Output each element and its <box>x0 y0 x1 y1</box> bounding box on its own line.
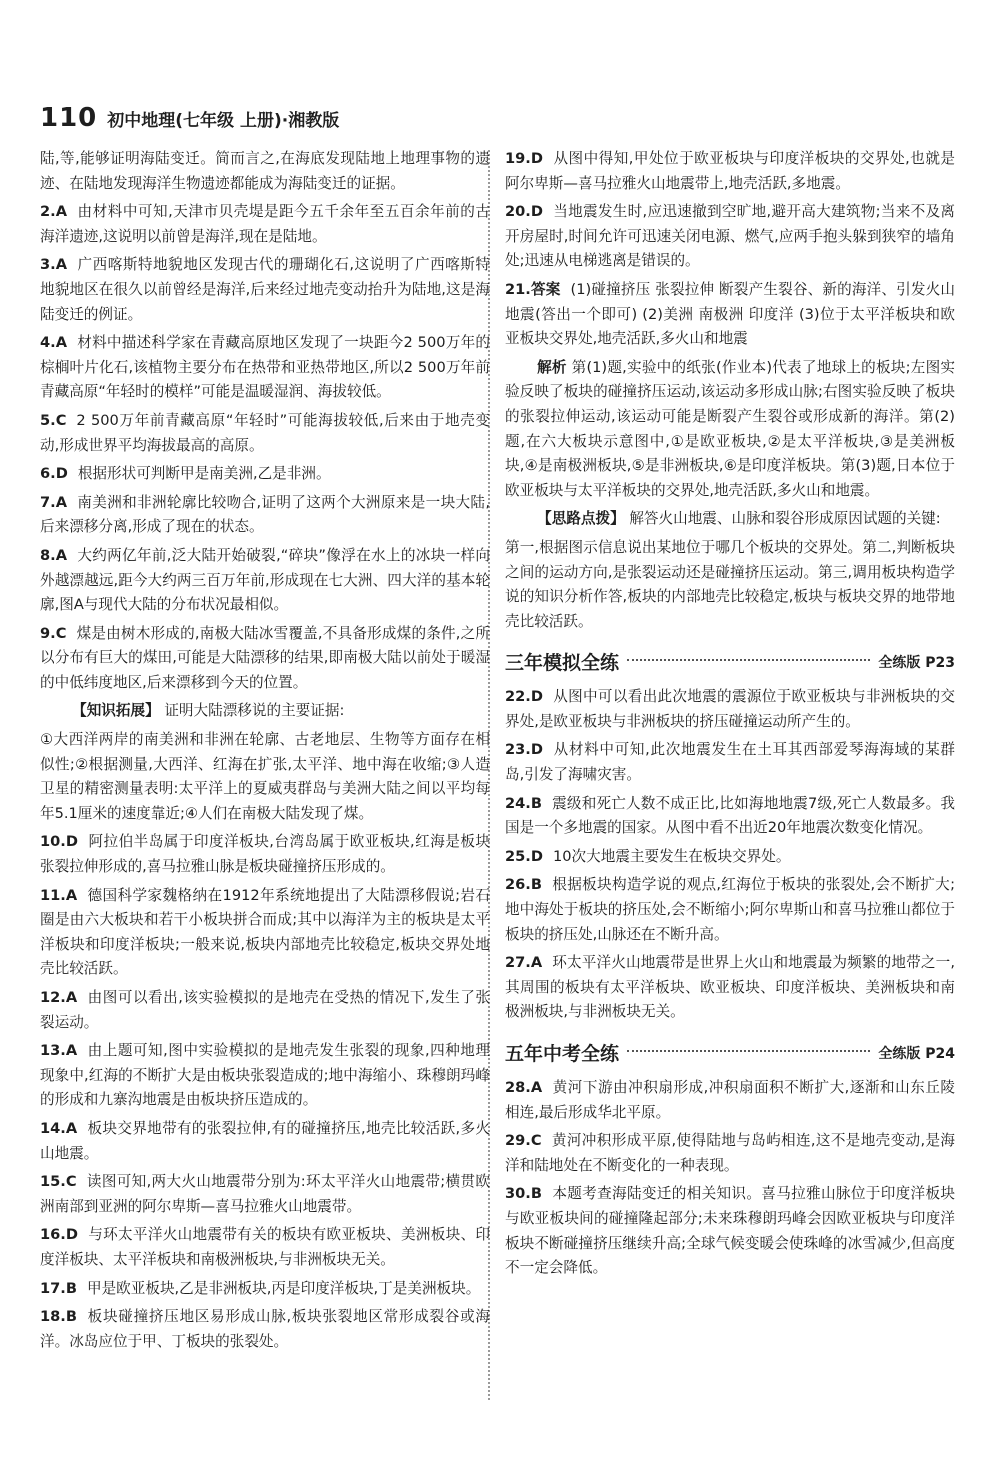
book-title: 初中地理(七年级 上册)·湘教版 <box>107 110 340 131</box>
answer-item <box>505 278 955 352</box>
answers-group-b <box>505 685 955 1025</box>
answer-number: 16.D <box>40 1226 78 1244</box>
dotted-leader <box>627 1050 870 1052</box>
answer-item <box>40 1223 490 1272</box>
answer-number: 10.D <box>40 833 78 851</box>
answer-number: 3.A <box>40 256 67 274</box>
answer-text: 板块交界地带有的张裂拉伸,有的碰撞挤压,地壳比较活跃,多火山地震。 <box>40 1119 490 1162</box>
answer-number: 6.D <box>40 465 68 483</box>
answer-text: 震级和死亡人数不成正比,比如海地地震7级,死亡人数最多。我国是一个多地震的国家。从图中看不出近20年地震次数变化情况。 <box>505 794 955 837</box>
answer-text: 解答火山地震、山脉和裂谷形成原因试题的关键: <box>629 510 941 528</box>
answer-item <box>40 1277 490 1302</box>
answer-item <box>40 830 490 879</box>
answer-item <box>505 685 955 734</box>
answer-text: 证明大陆漂移说的主要证据: <box>164 702 345 720</box>
answer-text: 第(1)题,实验中的纸张(作业本)代表了地球上的板块;左图实验反映了板块的碰撞挤压运动,该运动多形成山脉;右图实验反映了板块的张裂拉伸运动,该运动可能是断裂产生裂谷或形成新的海洋。第(2)题,在六大板块示意图中,①是欧亚板块,②是太平洋板块,③是美洲板块,④是南极洲板块,⑤是非洲板块,⑥是印度洋板块。第(3)题,日本位于欧亚板块与太平洋板块的交界处,地壳活跃,多火山和地震。 <box>505 358 955 499</box>
answer-number: 20.D <box>505 203 543 221</box>
answers-group-c <box>505 1076 955 1281</box>
answer-text: 陆,等,能够证明海陆变迁。简而言之,在海底发现陆地上地理事物的遗迹、在陆地发现海洋生物遗迹都能成为海陆变迁的证据。 <box>40 150 490 192</box>
left-column <box>40 147 490 1358</box>
section-ref: 全练版 P24 <box>878 1045 955 1062</box>
section-title: 五年中考全练 <box>505 1043 620 1065</box>
answer-number: 13.A <box>40 1042 78 1060</box>
answer-text: 由上题可知,图中实验模拟的是地壳发生张裂的现象,四种地理现象中,红海的不断扩大是由板块张裂造成的;地中海缩小、珠穆朗玛峰的形成和九寨沟地震是由板块挤压造成的。 <box>40 1042 490 1109</box>
page-number: 110 <box>40 103 98 133</box>
answer-number: 28.A <box>505 1079 543 1096</box>
answer-text: 南美洲和非洲轮廓比较吻合,证明了这两个大洲原来是一块大陆,后来漂移分离,形成了现在的状态。 <box>40 493 490 536</box>
answer-text: 由图可以看出,该实验模拟的是地壳在受热的情况下,发生了张裂运动。 <box>40 989 490 1031</box>
answer-number: 23.D <box>505 741 543 759</box>
answer-text: 煤是由树木形成的,南极大陆冰雪覆盖,不具备形成煤的条件,之所以分布有巨大的煤田,可能是大陆漂移的结果,即南极大陆以前处于暖湿的中低纬度地区,后来漂移到今天的位置。 <box>40 624 490 691</box>
answer-number: 9.C <box>40 624 67 642</box>
answer-number: 5.C <box>40 411 67 429</box>
explanation-paragraph <box>40 728 490 826</box>
answer-item <box>505 738 955 787</box>
answer-number: 30.B <box>505 1185 542 1203</box>
answer-item <box>40 986 490 1035</box>
answer-number: 4.A <box>40 334 67 352</box>
answer-number: 24.B <box>505 794 542 812</box>
answer-item <box>505 1182 955 1280</box>
answer-text: 与环太平洋火山地震带有关的板块有欧亚板块、美洲板块、印度洋板块、太平洋板块和南极洲板块,与非洲板块无关。 <box>40 1226 490 1268</box>
answer-number: 19.D <box>505 150 543 167</box>
answer-item <box>505 792 955 841</box>
answer-item <box>40 491 490 540</box>
answer-item <box>40 544 490 618</box>
answer-item <box>40 622 490 696</box>
answer-item <box>505 1129 955 1178</box>
answer-text: 当地震发生时,应迅速撤到空旷地,避开高大建筑物;当来不及离开房屋时,时间允许可迅速关闭电源、燃气,应两手抱头躲到狭窄的墙角处;迅速从电梯逃离是错误的。 <box>505 203 955 270</box>
answer-item <box>40 1117 490 1166</box>
answer-text: 由材料中可知,天津市贝壳堤是距今五千余年至五百余年前的古海洋遗迹,这说明以前曾是海洋,现在是陆地。 <box>40 203 490 245</box>
explanation-paragraph <box>505 356 955 504</box>
answer-text: (1)碰撞挤压 张裂拉伸 断裂产生裂谷、新的海洋、引发火山地震(答出一个即可) (2)美洲 南极洲 印度洋 (3)位于太平洋板块和欧亚板块交界处,地壳活跃,多火山和地震 <box>505 280 956 348</box>
answer-text: 2 500万年前青藏高原“年轻时”可能海拔较低,后来由于地壳变动,形成世界平均海拔最高的高原。 <box>40 411 490 454</box>
answer-text: 根据板块构造学说的观点,红海位于板块的张裂处,会不断扩大;地中海处于板块的挤压处,会不断缩小;阿尔卑斯山和喜马拉雅山都位于板块的挤压处,山脉还在不断升高。 <box>505 876 955 943</box>
section-header-three-year <box>505 648 955 675</box>
answer-item <box>40 1170 490 1219</box>
answer-text: 读图可知,两大火山地震带分别为:环太平洋火山地震带;横贯欧洲南部到亚洲的阿尔卑斯—喜马拉雅火山地震带。 <box>40 1173 490 1215</box>
answer-number: 18.B <box>40 1308 77 1326</box>
answer-item <box>40 200 490 249</box>
answer-item <box>40 331 490 405</box>
answer-text: 第一,根据图示信息说出某地位于哪几个板块的交界处。第二,判断板块之间的运动方向,是张裂运动还是碰撞挤压运动。第三,调用板块构造学说的知识分析作答,板块的内部地壳比较稳定,板块与板块交界的地带地壳比较活跃。 <box>505 538 955 630</box>
answer-item <box>40 462 490 487</box>
answer-number: 11.A <box>40 886 78 904</box>
answer-number: 12.A <box>40 989 78 1006</box>
explanation-paragraph <box>505 507 955 532</box>
answer-text: 大约两亿年前,泛大陆开始破裂,“碎块”像浮在水上的冰块一样向外越漂越远,距今大约两三百万年前,形成现在七大洲、四大洋的基本轮廓,图A与现代大陆的分布状况最相似。 <box>40 546 490 614</box>
dotted-leader <box>627 659 870 661</box>
right-column <box>505 147 955 1285</box>
section-ref: 全练版 P23 <box>878 654 955 671</box>
explanation-paragraph <box>40 699 490 724</box>
answer-text: 根据形状可判断甲是南美洲,乙是非洲。 <box>77 465 331 483</box>
answer-text: 德国科学家魏格纳在1912年系统地提出了大陆漂移假说;岩石圈是由六大板块和若干小板块拼合而成;其中以海洋为主的板块是太平洋板块和印度洋板块;一般来说,板块内部地壳比较稳定,板块交界处地壳比较活跃。 <box>40 886 490 978</box>
note-tag: 【思路点拨】 <box>537 510 625 528</box>
answer-item <box>40 1039 490 1113</box>
answer-text: 甲是欧亚板块,乙是非洲板块,丙是印度洋板块,丁是美洲板块。 <box>86 1279 481 1297</box>
answer-text: 材料中描述科学家在青藏高原地区发现了一块距今2 500万年的棕榈叶片化石,该植物主要分布在热带和亚热带地区,所以2 500万年前青藏高原“年轻时的模样”可能是温暖湿润、海拔较低。 <box>40 334 490 401</box>
answer-number: 7.A <box>40 493 67 511</box>
answer-text: 板块碰撞挤压地区易形成山脉,板块张裂地区常形成裂谷或海洋。冰岛应位于甲、丁板块的张裂处。 <box>40 1308 490 1350</box>
answer-text: 从图中得知,甲处位于欧亚板块与印度洋板块的交界处,也就是阿尔卑斯—喜马拉雅火山地震带上,地壳活跃,多地震。 <box>505 150 955 192</box>
answer-item <box>505 873 955 947</box>
answer-text: 黄河下游由冲积扇形成,冲积扇面积不断扩大,逐渐和山东丘陵相连,最后形成华北平原。 <box>505 1079 955 1121</box>
page-header <box>40 100 339 136</box>
explanation-paragraph <box>505 536 955 634</box>
answer-text: 黄河冲积形成平原,使得陆地与岛屿相连,这不是地壳变动,是海洋和陆地处在不断变化的一种表现。 <box>505 1132 955 1174</box>
answer-number: 27.A <box>505 954 543 972</box>
answer-item <box>505 1076 955 1125</box>
answers-group-a <box>505 147 955 634</box>
answer-number: 29.C <box>505 1132 542 1150</box>
answer-item <box>505 951 955 1025</box>
answer-text: 广西喀斯特地貌地区发现古代的珊瑚化石,这说明了广西喀斯特地貌地区在很久以前曾经是海洋,后来经过地壳变动抬升为陆地,这是海陆变迁的例证。 <box>40 256 490 323</box>
answer-number: 8.A <box>40 546 67 564</box>
answer-number: 17.B <box>40 1279 77 1297</box>
answer-text: 阿拉伯半岛属于印度洋板块,台湾岛属于欧亚板块,红海是板块张裂拉伸形成的,喜马拉雅山脉是板块碰撞挤压形成的。 <box>40 833 490 876</box>
answer-number: 26.B <box>505 876 542 894</box>
answer-number: 2.A <box>40 203 67 221</box>
answer-number: 22.D <box>505 688 543 706</box>
answer-item <box>505 147 955 196</box>
answer-text: ①大西洋两岸的南美洲和非洲在轮廓、古老地层、生物等方面存在相似性;②根据测量,大西洋、红海在扩张,太平洋、地中海在收缩;③人造卫星的精密测量表明:太平洋上的夏威夷群岛与美洲大陆之间以平均每年5.1厘米的速度靠近;④人们在南极大陆发现了煤。 <box>40 731 490 822</box>
answer-item <box>40 409 490 458</box>
answer-text: 10次大地震主要发生在板块交界处。 <box>552 847 791 865</box>
note-tag: 【知识拓展】 <box>72 702 160 720</box>
answer-item <box>40 1305 490 1354</box>
answer-text: 环太平洋火山地震带是世界上火山和地震最为频繁的地带之一,其周围的板块有太平洋板块、欧亚板块、印度洋板块、美洲板块和南极洲板块,与非洲板块无关。 <box>505 954 955 1021</box>
answer-text: 从图中可以看出此次地震的震源位于欧亚板块与非洲板块的交界处,是欧亚板块与非洲板块的挤压碰撞运动所产生的。 <box>505 688 955 730</box>
answer-item <box>505 200 955 274</box>
explanation-paragraph <box>40 147 490 196</box>
answer-number: 15.C <box>40 1173 77 1191</box>
section-title: 三年模拟全练 <box>505 652 620 675</box>
answer-text: 本题考查海陆变迁的相关知识。喜马拉雅山脉位于印度洋板块与欧亚板块间的碰撞隆起部分;未来珠穆朗玛峰会因欧亚板块与印度洋板块不断碰撞挤压继续升高;全球气候变暖会使珠峰的冰雪减少,但高度不一定会降低。 <box>505 1185 955 1277</box>
answer-number: 21.答案 <box>505 280 561 298</box>
answer-item <box>40 884 490 982</box>
answer-number: 25.D <box>505 847 543 865</box>
answer-item <box>505 845 955 870</box>
answer-number: 14.A <box>40 1119 78 1137</box>
answer-text: 从材料中可知,此次地震发生在土耳其西部爱琴海海域的某群岛,引发了海啸灾害。 <box>505 741 955 784</box>
answer-item <box>40 253 490 327</box>
note-tag: 解析 <box>537 358 567 376</box>
section-header-five-year <box>505 1039 955 1066</box>
